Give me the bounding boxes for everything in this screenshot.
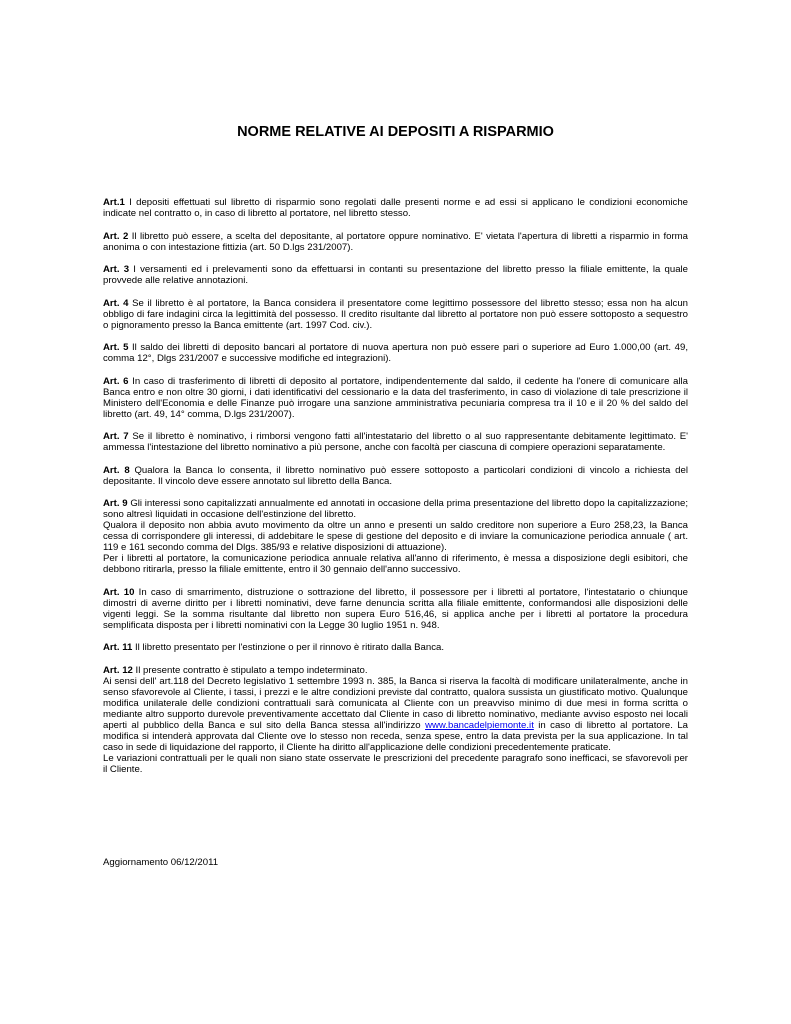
article-9-paragraph-2: Qualora il deposito non abbia avuto movimento da oltre un anno e presenti un saldo creditore non superiore a Euro 258,23, la Banca cessa di corrispondere gli interessi, di addebitare le spese di gestione del deposito e di inviare la comunicazione periodica annuale ( art. 119 e 161 secondo comma del Dlgs. 385/93 e relative disposizioni di attuazione).: [103, 520, 688, 553]
article-text: In caso di trasferimento di libretti di deposito al portatore, indipendentemente dal saldo, il cedente ha l'onere di comunicare alla Banca entro e non oltre 30 giorni, i dati identificativi del cessionario e la data del trasferimento, in caso di violazione di tale prescrizione il Ministero dell'Economia e delle Finanze può irrogare una sanzione amministrativa pecuniaria compresa tra il 10 e il 20 % del saldo del libretto (art. 49, 14° comma, D.lgs 231/2007).: [103, 375, 689, 420]
article-number: Art. 10: [103, 586, 135, 598]
article-number: Art. 6: [103, 375, 129, 387]
article-number: Art.1: [103, 197, 125, 208]
article-number: Art. 11: [103, 642, 133, 653]
update-date: Aggiornamento 06/12/2011: [103, 857, 219, 868]
article-number: Art. 2: [103, 230, 129, 242]
article-12-paragraph-2: [103, 676, 688, 753]
article-text: Il saldo dei libretti di deposito bancari al portatore di nuova apertura non può essere pari o superiore ad Euro 1.000,00 (art. 49, comma 12°, Dlgs 231/2007 e successive modifiche ed integrazioni).: [103, 342, 688, 364]
article-number: Art. 9: [103, 498, 128, 509]
article-text: Gli interessi sono capitalizzati annualmente ed annotati in occasione della prima presentazione del libretto dopo la capitalizzazione; sono altresì liquidati in occasione dell'estinzione del libretto.: [103, 498, 689, 520]
article-text: In caso di smarrimento, distruzione o sottrazione del libretto, il possessore per i libretti al portatore, l'intestatario o chiunque dimostri di averne diritto per i libretti nominativi, deve farne denuncia scritta alla filiale emittente, conformandosi alle disposizioni delle vigenti leggi. Se la somma risultante dal libretto non supera Euro 516,46, si applica anche per i libretti al portatore la procedura semplificata disposta per i libretti nominativi con la Legge 30 luglio 1951 n. 948.: [103, 586, 688, 631]
article-text: Qualora la Banca lo consenta, il libretto nominativo può essere sottoposto a particolari condizioni di vincolo a richiesta del depositante. Il vincolo deve essere annotato sul libretto della Banca.: [103, 464, 688, 487]
article-text: Ai sensi dell' art.118 del Decreto legislativo 1 settembre 1993 n. 385, la Banca si riserva la facoltà di modificare unilateralmente, anche in senso sfavorevole al Cliente, i tassi, i prezzi e le altre condizioni previste dal contratto, qualora sussista un giustificato motivo. Qualunque modifica unilaterale delle condizioni contrattuali sarà comunicata al Cliente con un preavviso minimo di due mesi in forma scritta o mediante altro supporto durevole preventivamente accettato dal Cliente in caso di libretto nominativo, mediante avviso esposto nei locali aperti al pubblico della Banca e sul sito della Banca stessa all'indirizzo: [103, 675, 688, 731]
document-body: [103, 197, 688, 775]
article-1: [103, 197, 688, 219]
article-number: Art. 8: [103, 464, 130, 476]
article-5: [103, 342, 688, 364]
article-3: [103, 264, 688, 286]
article-text: Se il libretto è al portatore, la Banca considera il presentatore come legittimo possessore del libretto stesso; essa non ha alcun obbligo di fare indagini circa la legittimità del possesso. Il credito risultante dal libretto al portatore non può essere sottoposto a sequestro o pignoramento presso la Banca emittente (art. 1997 Cod. civ.).: [103, 297, 688, 331]
article-number: Art. 7: [103, 431, 129, 442]
article-text: I depositi effettuati sul libretto di risparmio sono regolati dalle presenti norme e ad essi si applicano le condizioni economiche indicate nel contratto o, in caso di libretto al portatore, nel libretto stesso.: [103, 197, 688, 219]
bank-website-link[interactable]: www.bancadelpiemonte.it: [425, 719, 534, 731]
article-6: [103, 376, 688, 420]
article-text: Il libretto presentato per l'estinzione o per il rinnovo è ritirato dalla Banca.: [132, 642, 445, 653]
article-text: I versamenti ed i prelevamenti sono da effettuarsi in contanti su presentazione del libretto presso la filiale emittente, la quale provvede alle relative annotazioni.: [103, 264, 688, 286]
article-text: in caso di libretto al portatore. La modifica si intenderà approvata dal Cliente ove lo stesso non receda, senza spese, entro la data prevista per la sua applicazione. In tal caso in sede di liquidazione del rapporto, il Cliente ha diritto all'applicazione delle condizioni precedentemente praticate.: [103, 719, 688, 753]
article-10: [103, 587, 688, 631]
article-text: Il libretto può essere, a scelta del depositante, al portatore oppure nominativo. E' vietata l'apertura di libretti a risparmio in forma anonima o con intestazione fittizia (art. 50 D.lgs 231/2007).: [103, 230, 688, 253]
article-number: Art. 5: [103, 342, 129, 353]
article-11: [103, 642, 688, 653]
article-4: [103, 298, 688, 331]
article-2: [103, 231, 688, 253]
page-title: NORME RELATIVE AI DEPOSITI A RISPARMIO: [237, 124, 554, 140]
article-9: [103, 498, 688, 520]
article-12-paragraph-3: Le variazioni contrattuali per le quali non siano state osservate le prescrizioni del precedente paragrafo sono inefficaci, se sfavorevoli per il Cliente.: [103, 752, 688, 775]
article-12: [103, 665, 688, 676]
article-9-paragraph-3: Per i libretti al portatore, la comunicazione periodica annuale relativa all'anno di riferimento, è messa a disposizione degli esibitori, che debbono ritirarla, presso la filiale emittente, entro il 30 gennaio dell'anno successivo.: [103, 553, 688, 575]
article-number: Art. 4: [103, 297, 129, 309]
article-text: Se il libretto è nominativo, i rimborsi vengono fatti all'intestatario del libretto o al suo rappresentante debitamente legittimato. E' ammessa l'intestazione del libretto nominativo a più persone, anche con facoltà per ciascuna di compiere operazioni separatamente.: [103, 431, 688, 453]
article-text: Il presente contratto è stipulato a tempo indeterminato.: [132, 664, 368, 676]
article-8: [103, 465, 688, 487]
article-number: Art. 3: [103, 264, 130, 275]
article-7: [103, 431, 688, 453]
article-number: Art. 12: [103, 664, 133, 676]
